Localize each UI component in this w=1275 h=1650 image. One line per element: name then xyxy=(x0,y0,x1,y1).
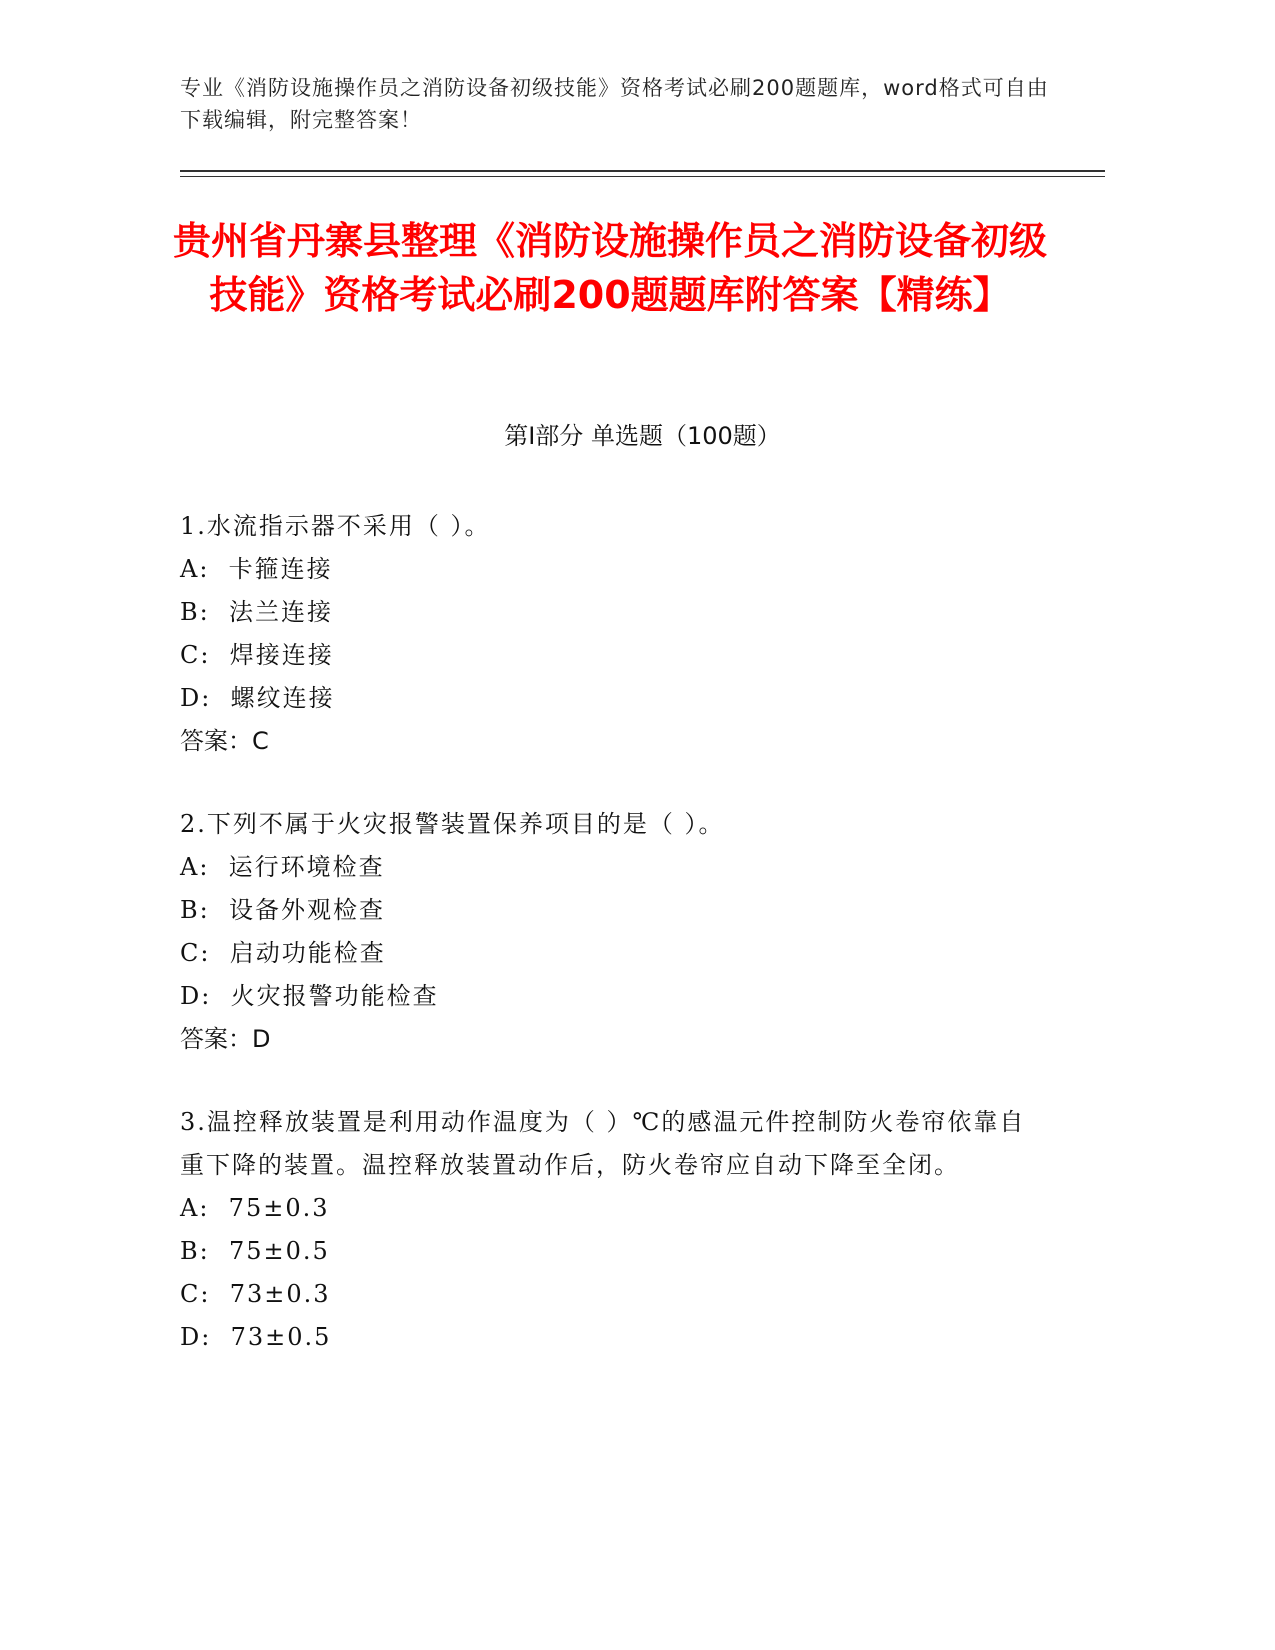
option-b: B: 法兰连接 xyxy=(180,598,333,626)
header-divider-thick xyxy=(180,170,1105,172)
option-d: D: 73±0.5 xyxy=(180,1323,332,1351)
option-a: A: 75±0.3 xyxy=(180,1194,330,1222)
question-stem: 2.下列不属于火灾报警装置保养项目的是（ ）。 xyxy=(180,810,725,838)
header-divider-thin xyxy=(180,176,1105,177)
option-d: D: 螺纹连接 xyxy=(180,684,335,712)
answer: 答案：C xyxy=(180,727,269,755)
document-title: 贵州省丹寨县整理《消防设施操作员之消防设备初级技能》资格考试必刷200题题库附答案【精练】 xyxy=(172,219,1047,317)
header-note: 专业《消防设施操作员之消防设备初级技能》资格考试必刷200题题库，word格式可自由下载编辑，附完整答案！ xyxy=(180,76,1049,132)
section-heading: 第I部分 单选题（100题） xyxy=(504,422,781,450)
question-stem: 1.水流指示器不采用（ ）。 xyxy=(180,512,491,540)
option-a: A: 卡箍连接 xyxy=(180,555,333,583)
option-c: C: 焊接连接 xyxy=(180,641,334,669)
option-c: C: 73±0.3 xyxy=(180,1280,331,1308)
question-3 xyxy=(180,1101,1030,1359)
option-c: C: 启动功能检查 xyxy=(180,939,386,967)
option-d: D: 火灾报警功能检查 xyxy=(180,982,439,1010)
question-1 xyxy=(180,505,1030,763)
question-list xyxy=(180,505,1030,1399)
answer: 答案：D xyxy=(180,1025,271,1053)
option-b: B: 75±0.5 xyxy=(180,1237,330,1265)
option-b: B: 设备外观检查 xyxy=(180,896,385,924)
question-stem: 3.温控释放装置是利用动作温度为（ ）℃的感温元件控制防火卷帘依靠自重下降的装置。温控释放装置动作后，防火卷帘应自动下降至全闭。 xyxy=(180,1108,1026,1179)
question-2 xyxy=(180,803,1030,1061)
option-a: A: 运行环境检查 xyxy=(180,853,385,881)
